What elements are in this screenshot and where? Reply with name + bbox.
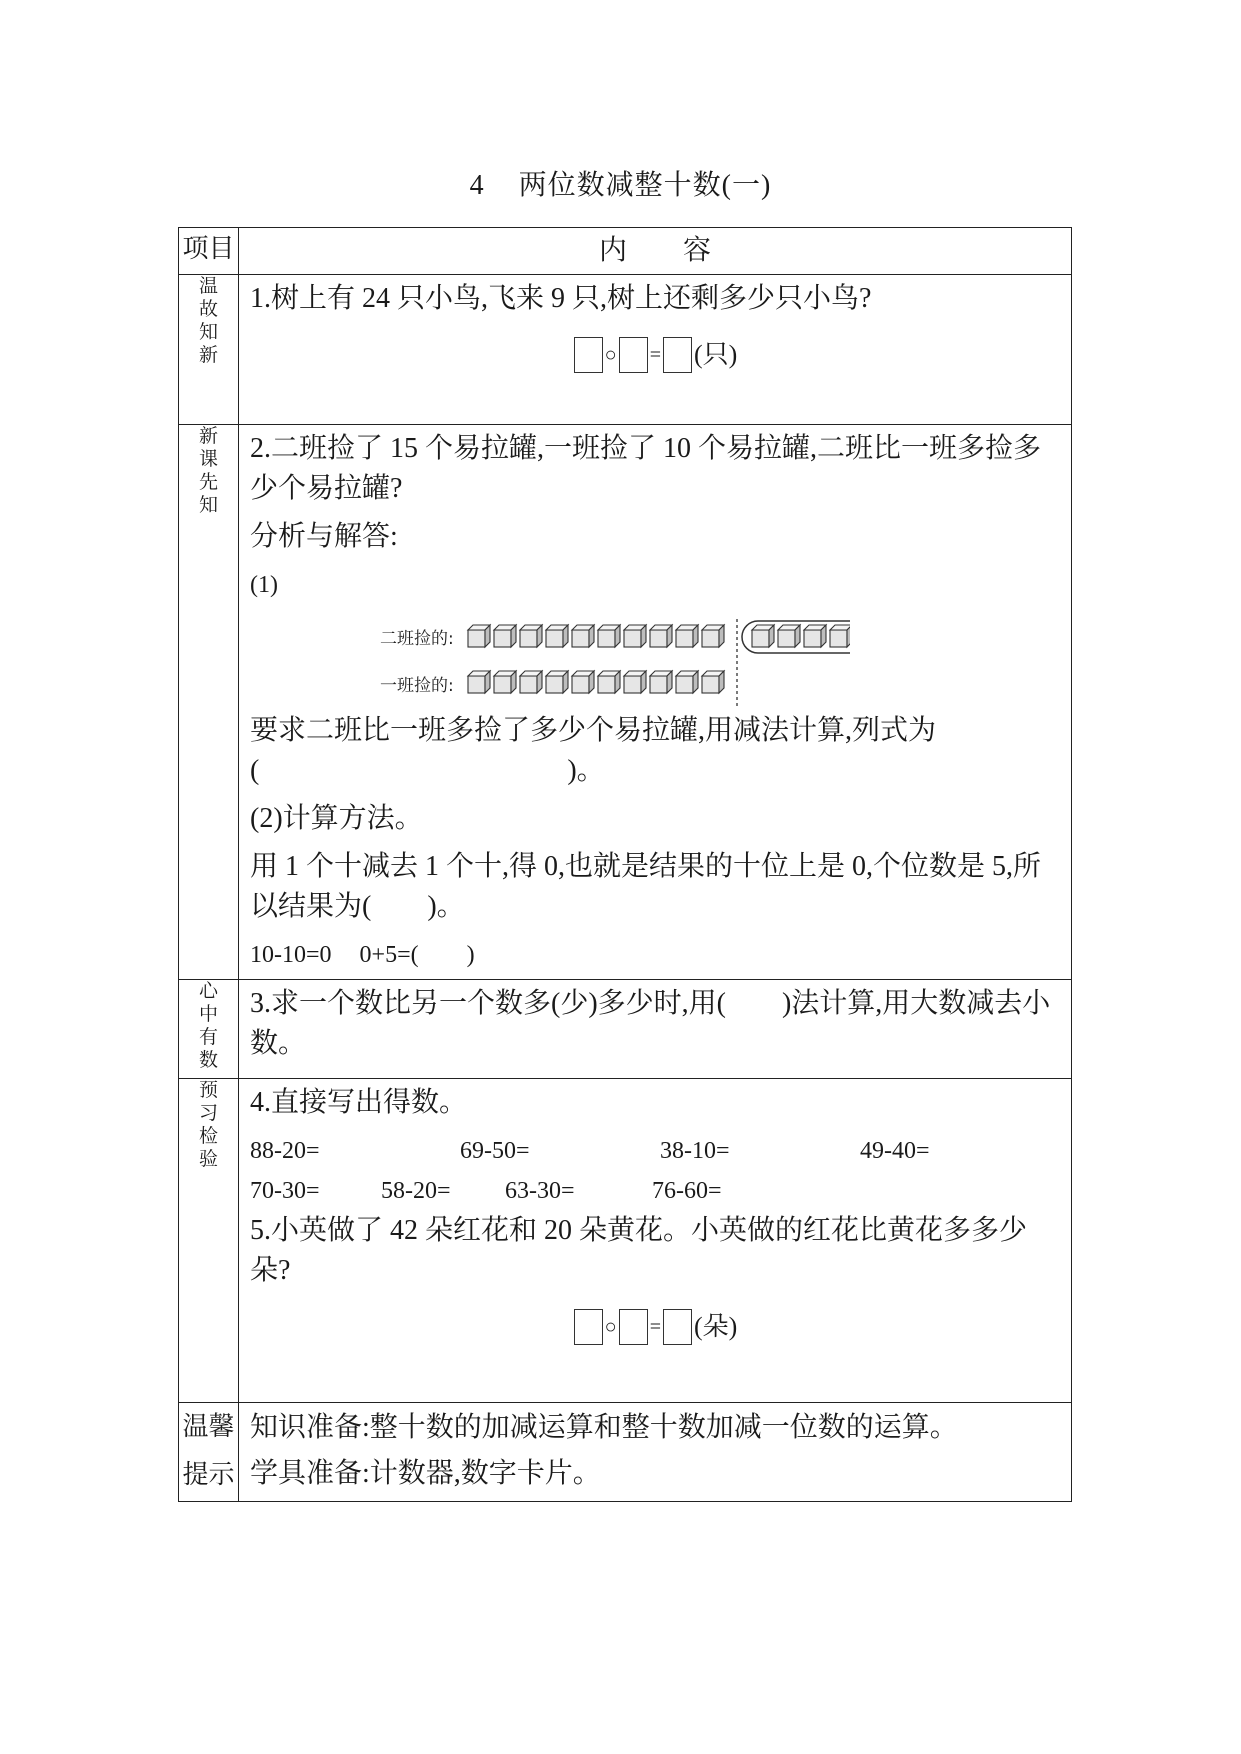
cube [624,671,646,693]
part-2-heading: (2)计算方法。 [250,803,423,834]
calc-a: 10-10=0 [250,942,332,968]
row-b-cubes [468,671,724,693]
answer-box[interactable] [663,337,692,373]
calc-row-2 [250,1171,1061,1211]
calc-line [250,935,1061,975]
equals-sign: = [649,344,662,367]
label-review: 温故知新 [198,275,218,366]
calc-item: 38-10= [660,1138,730,1164]
method-text: 用 1 个十减去 1 个十,得 0,也就是结果的十位上是 0,个位数是 5,所以结果为( )。 [250,851,1042,922]
question-5: 5.小英做了 42 朵红花和 20 朵黄花。小英做的红花比黄花多多少朵? [250,1215,1028,1286]
cube [752,625,774,647]
formula-prompt: 要求二班比一班多捡了多少个易拉罐,用减法计算,列式为( )。 [250,715,937,786]
row-a-extra-cubes [752,625,850,647]
cube [494,625,516,647]
cube [572,625,594,647]
cube [804,625,826,647]
title-number: 4 [469,170,485,201]
calc-item: 63-30= [505,1178,575,1204]
cube [546,671,568,693]
cube [468,671,490,693]
label-tips-top: 温馨 [182,1412,235,1442]
cube [546,625,568,647]
answer-box[interactable] [663,1309,692,1345]
cube [650,625,672,647]
label-preview-check: 预习检验 [198,1079,218,1170]
row-preview-check [179,1079,1072,1403]
cube [494,671,516,693]
calc-item: 76-60= [652,1178,722,1204]
answer-box[interactable] [574,1309,603,1345]
cube [520,625,542,647]
answer-box[interactable] [619,1309,648,1345]
operator-circle[interactable]: ○ [604,344,617,367]
label-new-lesson: 新课先知 [198,425,218,516]
calc-item: 70-30= [250,1178,320,1204]
cube [650,671,672,693]
worksheet-table [178,227,1072,1502]
operator-circle[interactable]: ○ [604,1316,617,1339]
calc-item: 88-20= [250,1138,320,1164]
row-tips [179,1403,1072,1502]
answer-equation-1 [250,333,1061,375]
header-row [179,228,1072,275]
cube [702,671,724,693]
calc-item: 69-50= [460,1138,530,1164]
cube [778,625,800,647]
summary-text: 3.求一个数比另一个数多(少)多少时,用( )法计算,用大数减去小数。 [250,988,1051,1059]
answer-equation-5 [250,1305,1061,1347]
cube [598,671,620,693]
question-4: 4.直接写出得数。 [250,1087,468,1118]
row-b-label: 一班捡的: [380,676,454,696]
cube [676,625,698,647]
title-text: 两位数减整十数(一) [518,170,772,201]
question-1: 1.树上有 24 只小鸟,飞来 9 只,树上还剩多少只小鸟? [250,283,872,314]
answer-box[interactable] [619,337,648,373]
calc-item: 58-20= [381,1178,451,1204]
cube [572,671,594,693]
header-item: 项目 [179,228,239,275]
unit-label: (朵) [694,1312,738,1342]
row-a-cubes [468,625,724,647]
label-tips-bottom: 提示 [182,1460,235,1490]
row-new-lesson [179,425,1072,980]
analysis-heading: 分析与解答: [250,521,398,552]
cube [676,671,698,693]
tips-line-2: 学具准备:计数器,数字卡片。 [250,1458,601,1489]
cube [830,625,850,647]
cube [598,625,620,647]
calc-row-1 [250,1131,1061,1171]
equals-sign: = [649,1316,662,1339]
label-summary: 心中有数 [198,980,218,1071]
unit-label: (只) [694,340,738,370]
cube [624,625,646,647]
calc-b: 0+5=( ) [359,942,475,968]
answer-box[interactable] [574,337,603,373]
question-2: 2.二班捡了 15 个易拉罐,一班捡了 10 个易拉罐,二班比一班多捡多少个易拉罐? [250,433,1042,504]
row-summary [179,980,1072,1079]
part-1-label: (1) [250,572,278,598]
cube [520,671,542,693]
cube-diagram [380,611,850,707]
header-content: 内 容 [239,228,1072,275]
row-review [179,275,1072,425]
row-a-label: 二班捡的: [380,629,454,649]
cube [702,625,724,647]
page-title [0,163,1241,203]
cube [468,625,490,647]
tips-line-1: 知识准备:整十数的加减运算和整十数加减一位数的运算。 [250,1412,958,1443]
calc-item: 49-40= [860,1138,930,1164]
